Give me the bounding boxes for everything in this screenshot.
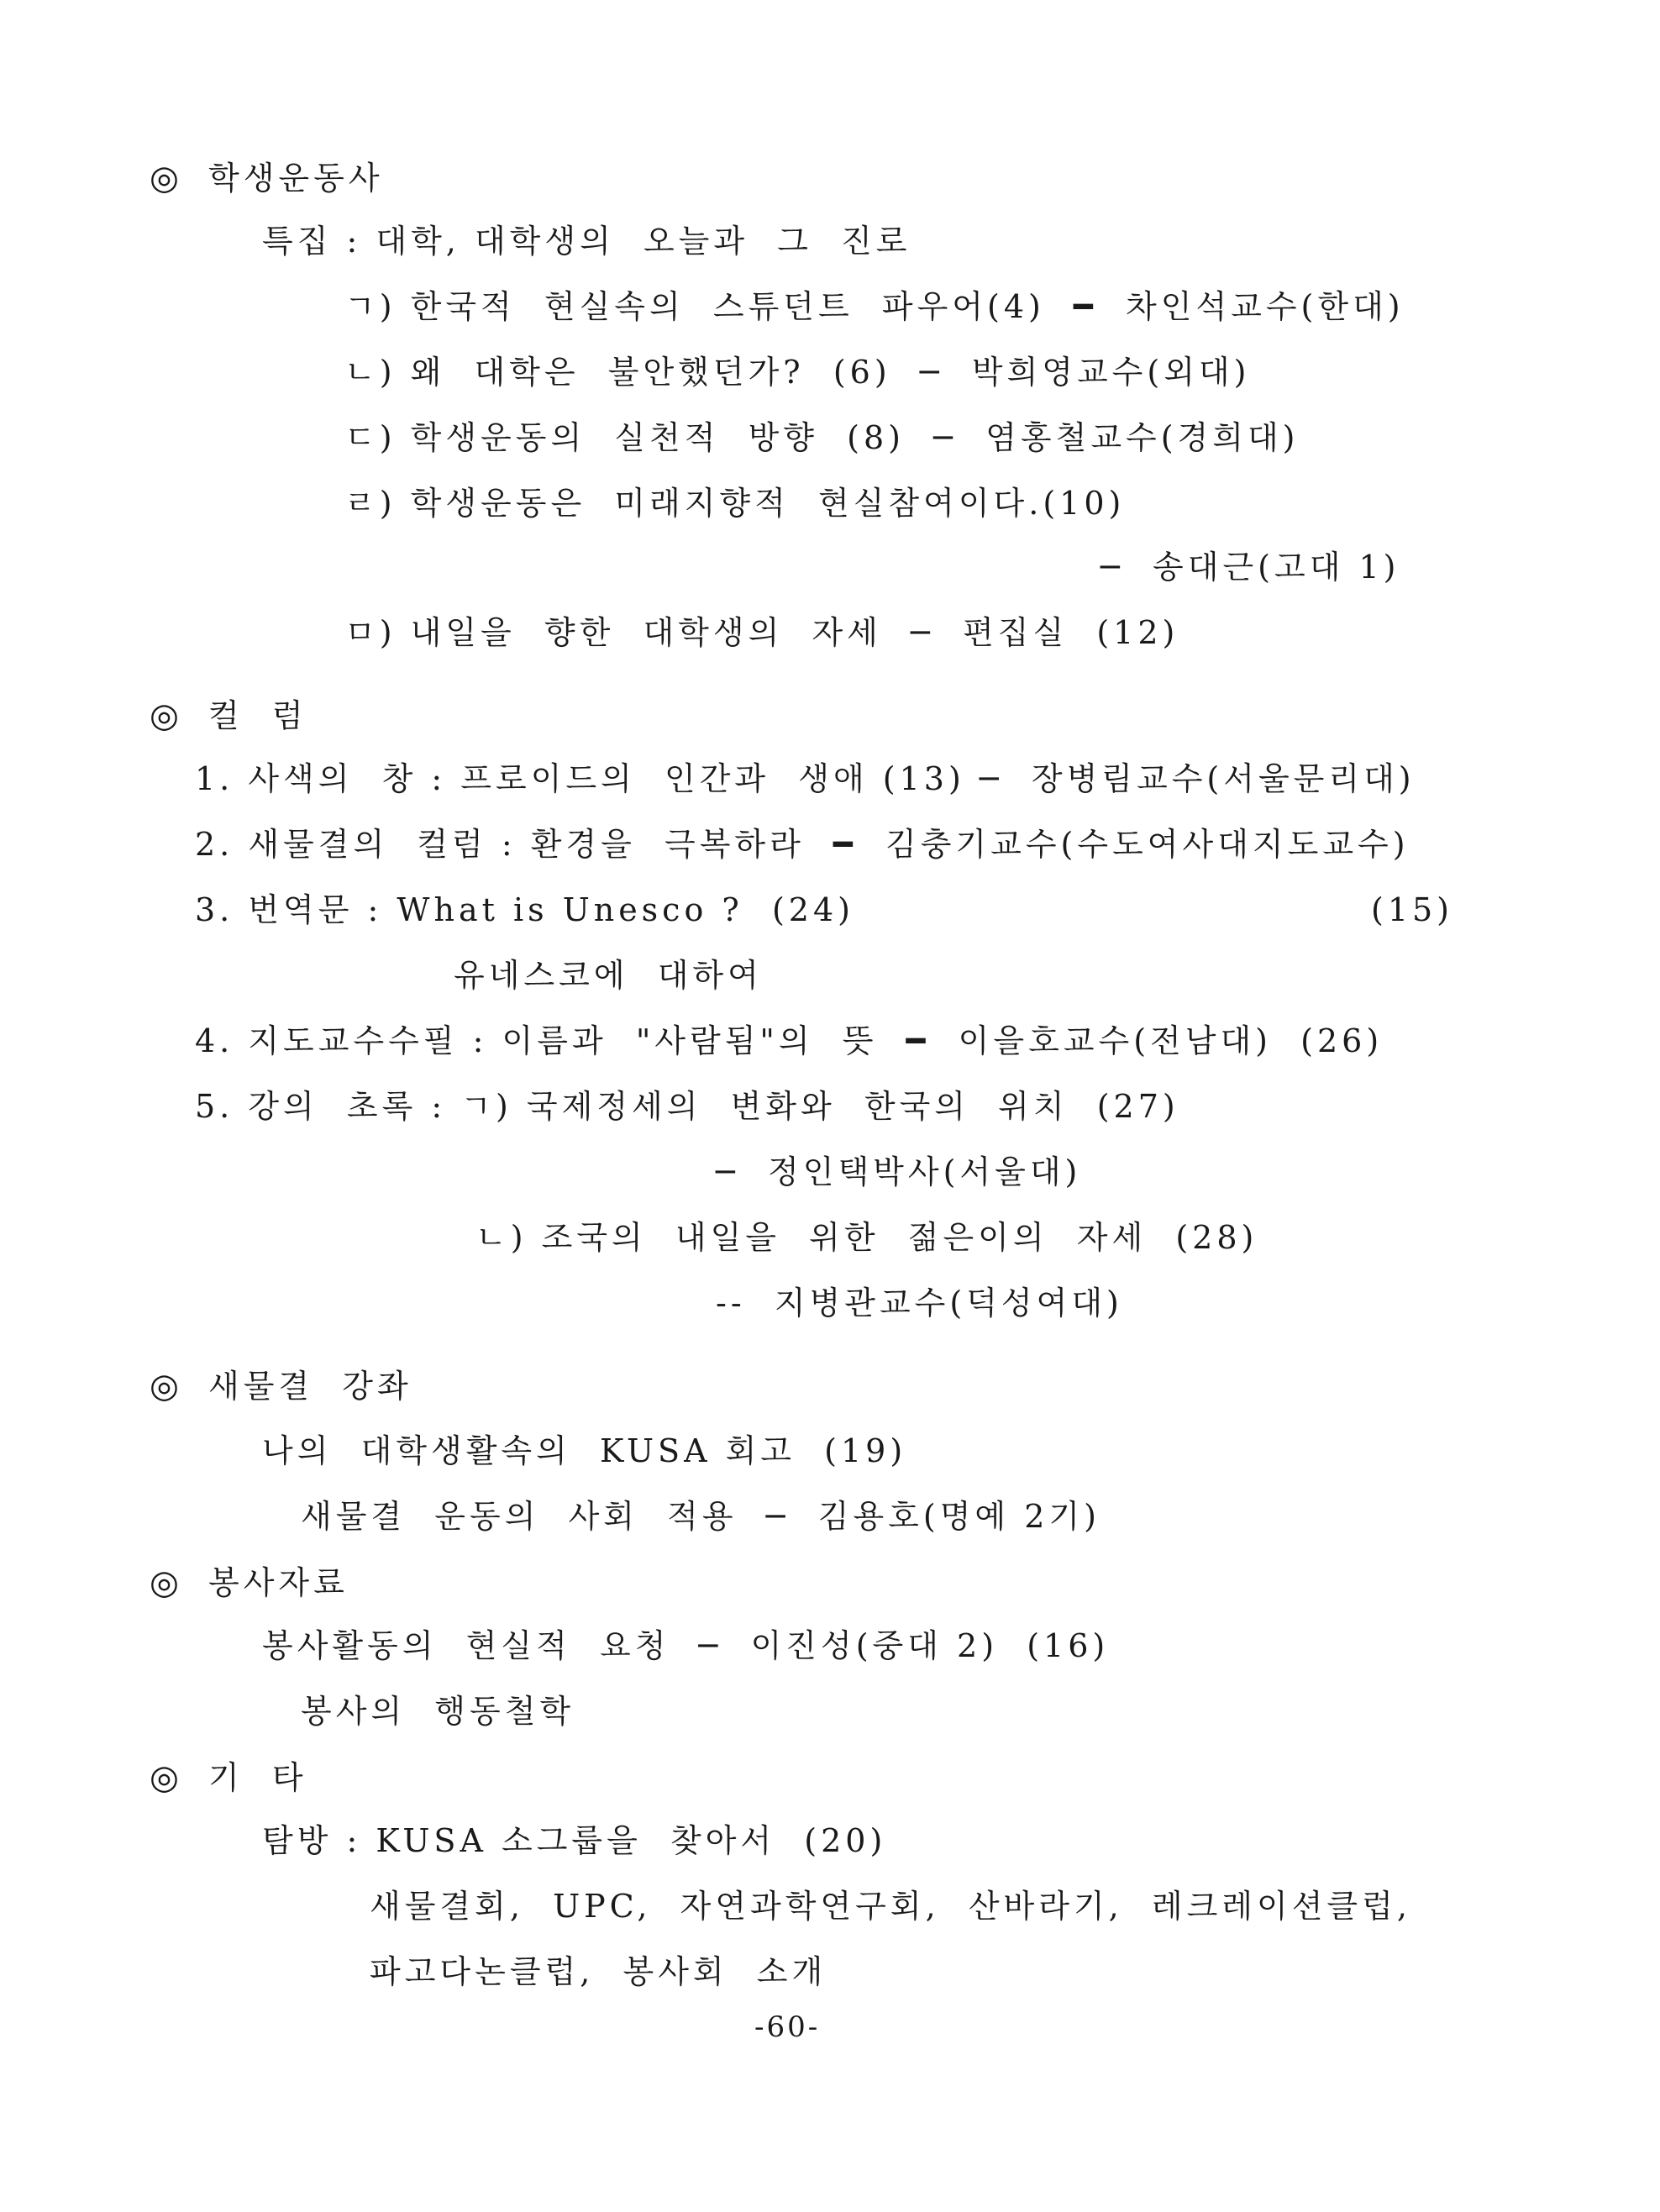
section-title: 기 타 xyxy=(208,1759,307,1796)
page-number: -60- xyxy=(754,2010,821,2044)
section-heading-new-wave-lecture xyxy=(150,1369,412,1403)
toc-entry: 1. 사색의 창 : 프로이드의 인간과 생애 (13) ─ 장병림교수(서울문리대) xyxy=(195,760,1416,797)
toc-entry: ㄴ) 조국의 내일을 위한 젊은이의 자세 (28) xyxy=(475,1219,1258,1256)
toc-entry: ㄴ) 왜 대학은 불안했던가? (6) ─ 박희영교수(외대) xyxy=(344,354,1251,391)
toc-entry: 봉사활동의 현실적 요청 ─ 이진성(중대 2) (16) xyxy=(262,1627,1110,1664)
toc-entry: 새물결 운동의 사회 적용 ─ 김용호(명예 2기) xyxy=(301,1498,1101,1535)
toc-entry-subtitle: 유네스코에 대하여 xyxy=(454,957,763,994)
toc-entry-detail: 새물결회, UPC, 자연과학연구회, 산바라기, 레크레이션클럽, xyxy=(370,1888,1411,1925)
section-title: 새물결 강좌 xyxy=(208,1368,412,1405)
section-heading-others xyxy=(150,1758,307,1797)
section-heading-column xyxy=(150,696,307,735)
toc-entry-author: -- 지병관교수(덕성여대) xyxy=(716,1285,1123,1321)
toc-entry: ㄱ) 한국적 현실속의 스튜던트 파우어(4) ━ 차인석교수(한대) xyxy=(344,288,1405,325)
toc-entry-author: ─ 정인택박사(서울대) xyxy=(716,1153,1082,1190)
double-circle-bullet-icon: ◎ xyxy=(150,159,183,197)
section-title: 컬 럼 xyxy=(208,697,307,734)
section-heading-student-movement xyxy=(150,161,384,195)
toc-entry: 5. 강의 초록 : ㄱ) 국제정세의 변화와 한국의 위치 (27) xyxy=(195,1088,1179,1125)
toc-entry-detail: 파고다논클럽, 봉사회 소개 xyxy=(370,1953,827,1990)
toc-entry: 봉사의 행동철학 xyxy=(301,1693,575,1730)
double-circle-bullet-icon: ◎ xyxy=(150,1758,183,1797)
section-heading-service-materials xyxy=(150,1563,349,1602)
feature-title: 특집 : 대학, 대학생의 오늘과 그 진로 xyxy=(262,223,911,260)
section-title: 학생운동사 xyxy=(208,160,384,197)
toc-entry: ㄷ) 학생운동의 실천적 방향 (8) ─ 염홍철교수(경희대) xyxy=(344,419,1300,456)
toc-entry: 3. 번역문 : What is Unesco ? (24) xyxy=(195,891,854,928)
toc-entry-author: ─ 송대근(고대 1) xyxy=(1101,549,1400,586)
section-title: 봉사자료 xyxy=(208,1564,349,1601)
toc-entry: ㄹ) 학생운동은 미래지향적 현실참여이다.(10) xyxy=(344,485,1126,522)
toc-entry: 나의 대학생활속의 KUSA 회고 (19) xyxy=(262,1432,907,1469)
toc-entry: ㅁ) 내일을 향한 대학생의 자세 ─ 편집실 (12) xyxy=(344,614,1179,651)
toc-entry: 탐방 : KUSA 소그룹을 찾아서 (20) xyxy=(262,1822,887,1859)
toc-entry: 2. 새물결의 컬럼 : 환경을 극복하라 ━ 김충기교수(수도여사대지도교수) xyxy=(195,826,1410,863)
toc-entry: 4. 지도교수수필 : 이름과 "사람됨"의 뜻 ━ 이을호교수(전남대) (26) xyxy=(195,1022,1384,1059)
double-circle-bullet-icon: ◎ xyxy=(150,1367,183,1405)
double-circle-bullet-icon: ◎ xyxy=(150,1563,183,1602)
double-circle-bullet-icon: ◎ xyxy=(150,696,183,735)
toc-entry-page: (15) xyxy=(1371,891,1454,928)
